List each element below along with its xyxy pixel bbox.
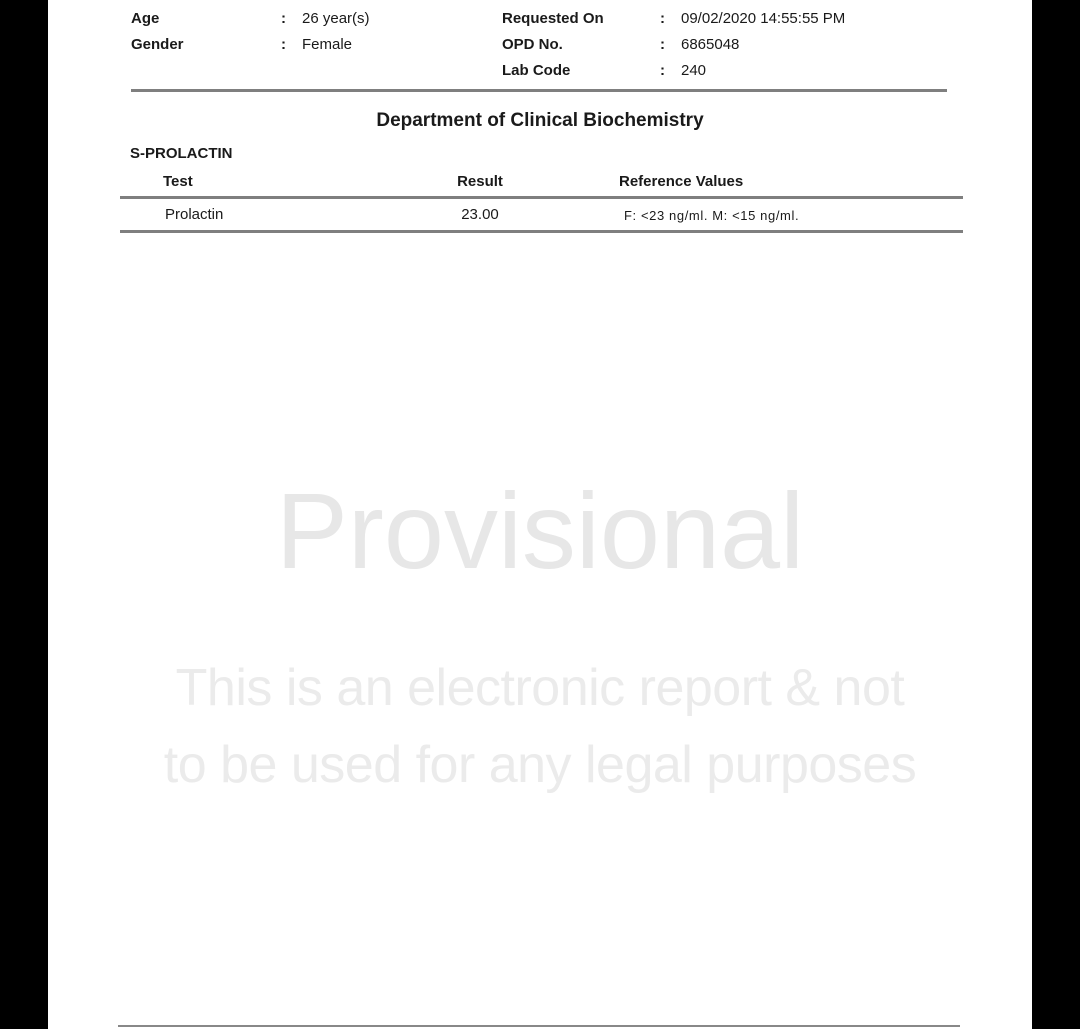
field-requested-on (502, 6, 845, 32)
field-opd-no-colon: : (660, 36, 665, 53)
field-requested-on-label: Requested On (502, 10, 604, 27)
disclaimer-watermark-line2: to be used for any legal purposes (163, 736, 917, 794)
page-margin-left-bar (0, 0, 48, 1029)
department-heading: Department of Clinical Biochemistry (376, 110, 704, 131)
panel-name: S-PROLACTIN (130, 145, 233, 162)
field-opd-no-label: OPD No. (502, 36, 563, 53)
field-gender (131, 32, 370, 58)
field-requested-on-value: 09/02/2020 14:55:55 PM (681, 10, 846, 27)
table-header-rule (120, 196, 963, 199)
table-row-rule (120, 230, 963, 233)
field-requested-on-colon: : (660, 10, 665, 27)
field-gender-colon: : (281, 36, 286, 53)
table-row-result-value: 23.00 (461, 206, 499, 223)
patient-info-block (131, 6, 370, 58)
table-row-reference-range: F: <23 ng/ml. M: <15 ng/ml. (624, 208, 800, 223)
field-lab-code-colon: : (660, 62, 665, 79)
page-margin-right-bar (1032, 0, 1080, 1029)
field-gender-value: Female (302, 36, 353, 53)
header-separator-rule (131, 89, 947, 92)
field-lab-code-label: Lab Code (502, 62, 571, 79)
table-header-test: Test (163, 173, 193, 190)
field-lab-code-value: 240 (681, 62, 707, 79)
field-opd-no (502, 32, 845, 58)
field-age (131, 6, 370, 32)
table-header-result: Result (457, 173, 503, 190)
disclaimer-watermark-line1: This is an electronic report & not (175, 659, 905, 717)
field-age-colon: : (281, 10, 286, 27)
field-age-label: Age (131, 10, 160, 27)
disclaimer-watermark (48, 650, 1032, 804)
field-gender-label: Gender (131, 36, 184, 53)
field-age-value: 26 year(s) (302, 10, 370, 27)
field-opd-no-value: 6865048 (681, 36, 740, 53)
page-footer-rule (118, 1025, 960, 1027)
table-row-test-name: Prolactin (165, 206, 224, 223)
field-lab-code (502, 58, 845, 84)
provisional-watermark: Provisional (275, 470, 805, 591)
table-header-reference: Reference Values (619, 173, 744, 190)
request-info-block (502, 6, 845, 84)
